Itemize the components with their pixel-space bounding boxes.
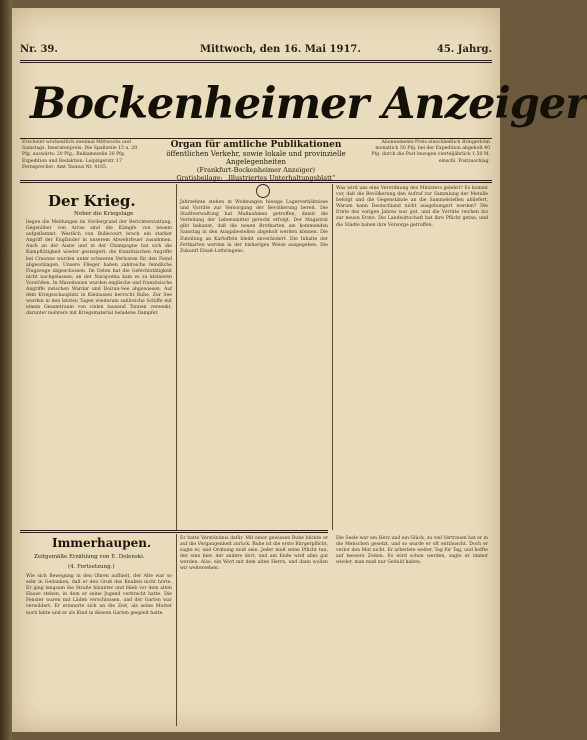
- decorative-seal-icon: [256, 184, 270, 198]
- rule: [20, 182, 492, 183]
- scope-line: öffentlichen Verkehr, sowie lokale und provinzielle Angelegenheiten: [166, 150, 346, 166]
- masthead-title: Bockenheimer Anzeiger: [30, 79, 587, 129]
- column-3-bottom: Die Seele war ein Herz und ein Glück, zu viel Vertrauen hat er in die Menschen gesetzt, und so wurde er oft enttäuscht. Doch er verlor den Mut nicht. Er arbeitete weiter, Tag für Tag, und hoffte auf bessere Zeiten. Es wird schon werden, sagte er immer wieder, man muß nur Geduld haben.: [336, 536, 488, 566]
- feuilleton-subtitle: Zeitgemäße Erzählung von E. Dolenski.: [34, 554, 145, 560]
- krieg-title: Der Krieg.: [48, 192, 136, 210]
- organ-line: Organ für amtliche Publikationen: [170, 140, 342, 150]
- rule: [20, 62, 492, 63]
- subheader-center: [152, 140, 360, 182]
- column-3-top: Was wird uns eine Verordnung des Ministers gelehrt? Es kommt vor, daß die Bevölkerung den Aufruf zur Sammlung der Metalle befolgt und die Gegenstände an die Sammelstellen abliefert. Warum kann Deutschland nicht ausgehungert werden? Die Ernte des vorigen Jahres war gut, und die Vorräte reichen bis zur neuen Ernte. Die Landwirtschaft hat ihre Pflicht getan, und die Städte haben ihre Vorsorge getroffen.: [336, 186, 488, 228]
- issue-year: 45. Jahrg.: [436, 44, 492, 55]
- rule: [20, 530, 328, 531]
- column-2-bottom: Er hatte Verständnis dafür. Mit einer gewissen Ruhe blickte er auf die Vergangenheit zurück. Ruhe ist die erste Bürgerpflicht, sagte er, und Ordnung muß sein. Jeder muß seine Pflicht tun, der eine hier, der andere dort, und am Ende wird alles gut werden. Also, ein Wort mit dem alten Herrn, und dann wollen wir weitersehen.: [180, 536, 328, 572]
- column-rule: [176, 184, 177, 530]
- rule: [20, 532, 328, 533]
- subscription-info: Erscheint wöchentlich zweimal Mittwochs und Samstags. Inseratenpreis: Die Spaltzeile 15 u. 20 Pfg. auswärts: 20 Pfg.; Reklamezeile 30 Pfg. Expedition und Redaktion: Leipzigerstr. 17 Fernsprecher: Amt Taunus Nr. 4165.: [22, 140, 138, 170]
- column-rule: [332, 184, 333, 530]
- krieg-subtitle: Neber die Kriegslage: [74, 211, 134, 217]
- column-1-bottom: Wie sich Bewegung in den Ohren aufhielt, der Alte war so sehr in Gedanken, daß er den Gruß des Knaben nicht hörte. Er ging langsam die Straße hinunter und blieb vor dem alten Hause stehen, in dem er seine Jugend verbracht hatte. Die Fenster waren mit Läden verschlossen, und der Garten war verwildert. Er erinnerte sich an die Zeit, als seine Mutter noch lebte und er als Kind in diesem Garten gespielt hatte.: [26, 574, 172, 616]
- column-1-top: liegen die Meldungen im Vordergrund der Berichterstattung. Gegenüber von Arras sind die Kämpfe von neuem aufgeflammt. Westlich von Bullecourt brach ein starker Angriff der Engländer in unserem Abwehrfeuer zusammen. Auch an der Aisne und in der Champagne hat sich die Kampftätigkeit wieder gesteigert; die französischen Angriffe bei Craonne wurden unter schweren Verlusten für den Feind abgeschlagen. Unsere Flieger haben zahlreiche feindliche Flugzeuge abgeschossen. Im Osten hat die Gefechtstätigkeit nicht nachgelassen; an der Narajowka kam es zu kleineren Vorstößen. In Mazedonien wurden englische und französische Angriffe zwischen Wardar und Doiran-See abgewiesen. Auf dem Kriegsschauplatz in Kleinasien herrscht Ruhe. Zur See wurden in den letzten Tagen wiederum zahlreiche Schiffe mit einem Gesamtraum von vielen tausend Tonnen versenkt, darunter mehrere mit Kriegsmaterial beladene Dampfer.: [26, 220, 172, 317]
- rule: [20, 180, 492, 181]
- issue-date: Mittwoch, den 16. Mai 1917.: [200, 44, 361, 55]
- supplement-line: Gratisbeilage: „Illustriertes Unterhaltungsblatt“: [176, 174, 336, 182]
- issue-number: Nr. 39.: [20, 44, 58, 55]
- feuilleton-part: (4. Fortsetzung.): [68, 564, 115, 570]
- column-2-top: Jahrzehnte stehen in Wohnungen hiesige Lagerverhältnisse und Vorräte zur Versorgung der Bevölkerung bereit. Die Stadtverwaltung hat Maßnahmen getroffen, damit die Verteilung der Lebensmittel gerecht erfolgt. Der Magistrat gibt bekannt, daß die neuen Brotkarten am kommenden Samstag in den Ausgabestellen abgeholt werden können. Die Zuteilung an Kartoffeln bleibt unverändert. Die Inhalte der Fettkarten werden in der bisherigen Weise ausgegeben. Die Zukunft Elsaß-Lothringens.: [180, 200, 328, 254]
- binding-edge: [0, 0, 12, 740]
- newspaper-page: [12, 8, 587, 732]
- column-rule: [176, 534, 177, 726]
- price-info: Abonnements-Preis einschließlich Bringerlohn monatlich 50 Pfg. bei der Expedition abgeholt 40 Pfg. durch die Post bezogen vierteljährlich 1.50 M. einschl. Postzuschlag.: [371, 140, 490, 164]
- rule: [20, 60, 492, 61]
- feuilleton-title: Immerhaupen.: [52, 536, 152, 550]
- alt-title-line: (Frankfurt-Bockenheimer Anzeiger): [196, 166, 316, 174]
- rule: [20, 138, 492, 139]
